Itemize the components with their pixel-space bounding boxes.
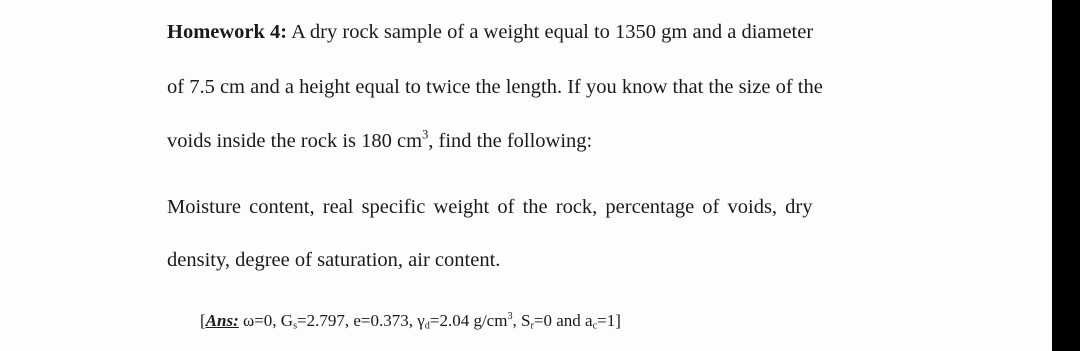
answer-part-5: =0 and a <box>533 311 593 330</box>
problem-line-3 <box>167 127 593 152</box>
answer-open-bracket: [ <box>200 311 206 330</box>
problem-line-5: density, degree of saturation, air content. <box>167 249 501 271</box>
answer-sub-r: r <box>530 320 534 332</box>
cubic-superscript: 3 <box>422 127 429 142</box>
answer-line <box>200 310 621 332</box>
answer-sub-d: d <box>424 320 430 332</box>
answer-part-4: , S <box>512 311 531 330</box>
problem-line-3-text-a: voids inside the rock is 180 cm <box>167 130 423 152</box>
answer-part-2: =2.797, e=0.373, γ <box>297 311 425 330</box>
answer-label: Ans: <box>205 311 239 330</box>
homework-heading: Homework 4: <box>167 21 288 43</box>
answer-part-3: =2.04 g/cm <box>429 311 508 330</box>
problem-line-1 <box>167 22 813 43</box>
answer-sub-c: c <box>592 320 598 332</box>
problem-line-2: of 7.5 cm and a height equal to twice the length. If you know that the size of the <box>167 76 823 98</box>
answer-sup-3: 3 <box>507 310 513 322</box>
answer-part-1: ω=0, G <box>238 311 294 330</box>
answer-part-6: =1] <box>597 311 621 330</box>
answer-sub-s: s <box>293 320 298 332</box>
problem-line-1-text: A dry rock sample of a weight equal to 1350 gm and a diameter <box>287 21 814 43</box>
problem-line-3-text-b: , find the following: <box>428 130 593 152</box>
problem-line-4: Moisture content, real specific weight of the rock, percentage of voids, dry <box>167 196 813 218</box>
